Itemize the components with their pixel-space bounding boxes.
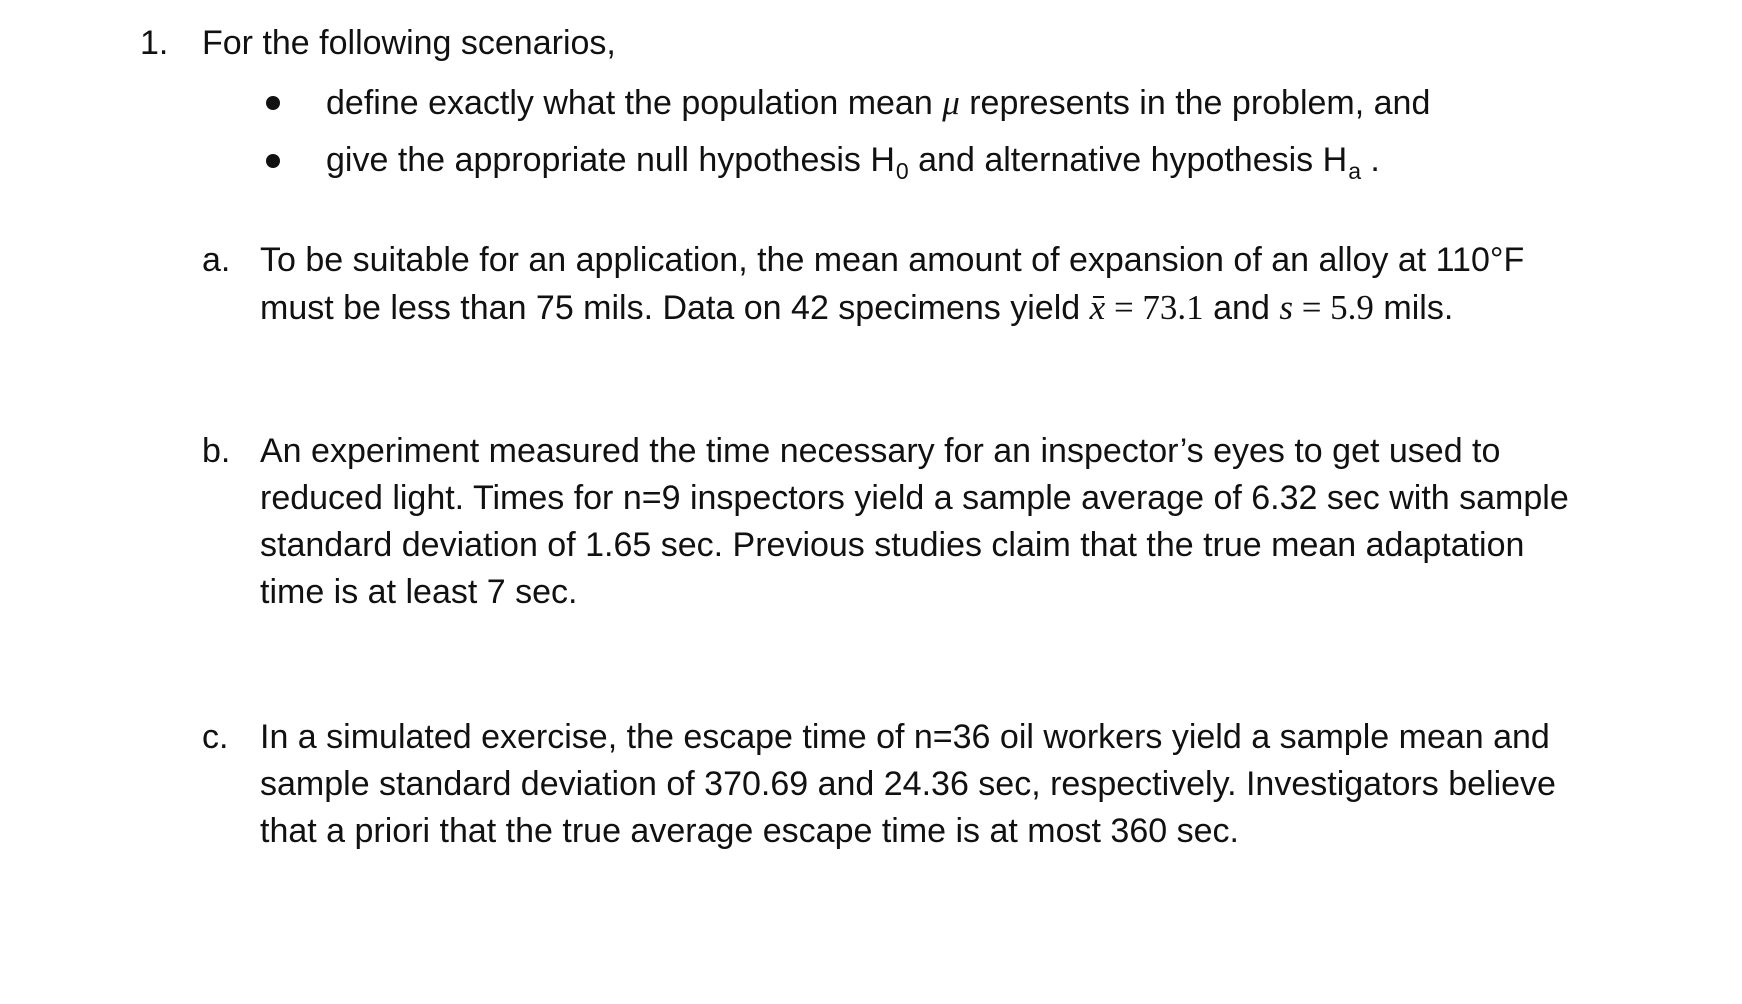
part-c-text: [260, 714, 1680, 855]
part-c-line: sample standard deviation of 370.69 and 24.36 sec, respectively. Investigators believe: [260, 765, 1556, 803]
x-bar-symbol: x: [1090, 284, 1106, 331]
part-b-line: reduced light. Times for n=9 inspectors yield a sample average of 6.32 sec with sample: [260, 479, 1569, 517]
part-b-line: time is at least 7 sec.: [260, 573, 578, 611]
part-a-text: [260, 237, 1680, 332]
part-c-letter: c.: [202, 718, 229, 756]
part-a-letter: a.: [202, 241, 231, 279]
bullet-1-icon: [266, 96, 280, 110]
mu-symbol: μ: [942, 83, 960, 122]
question-intro: For the following scenarios,: [202, 24, 616, 62]
bullet-2-text: give the appropriate null hypothesis $H_0$ and alternative hypothesis $H_a$ .: [326, 141, 1380, 184]
part-b-letter: b.: [202, 432, 231, 470]
alt-hypothesis-subscript: a: [1348, 158, 1361, 184]
part-c-line: that a priori that the true average escape time is at most 360 sec.: [260, 812, 1239, 850]
part-c-line: In a simulated exercise, the escape time of n=36 oil workers yield a sample mean and: [260, 718, 1550, 756]
part-a-line: To be suitable for an application, the mean amount of expansion of an alloy at 110°F: [260, 241, 1525, 279]
question-number: 1.: [140, 24, 169, 62]
bullet-1-text: define exactly what the population mean μ represents in the problem, and: [326, 83, 1431, 122]
null-hypothesis-subscript: 0: [895, 158, 909, 184]
part-b-line: An experiment measured the time necessary for an inspector’s eyes to get used to: [260, 432, 1501, 470]
part-a-line: must be less than 75 mils. Data on 42 specimens yield x = 73.1 and s = 5.9 mils.: [260, 284, 1680, 332]
bullet-2-icon: [266, 154, 280, 168]
s-symbol: s: [1279, 288, 1293, 327]
part-b-line: standard deviation of 1.65 sec. Previous studies claim that the true mean adaptation: [260, 526, 1525, 564]
part-b-text: [260, 428, 1680, 616]
